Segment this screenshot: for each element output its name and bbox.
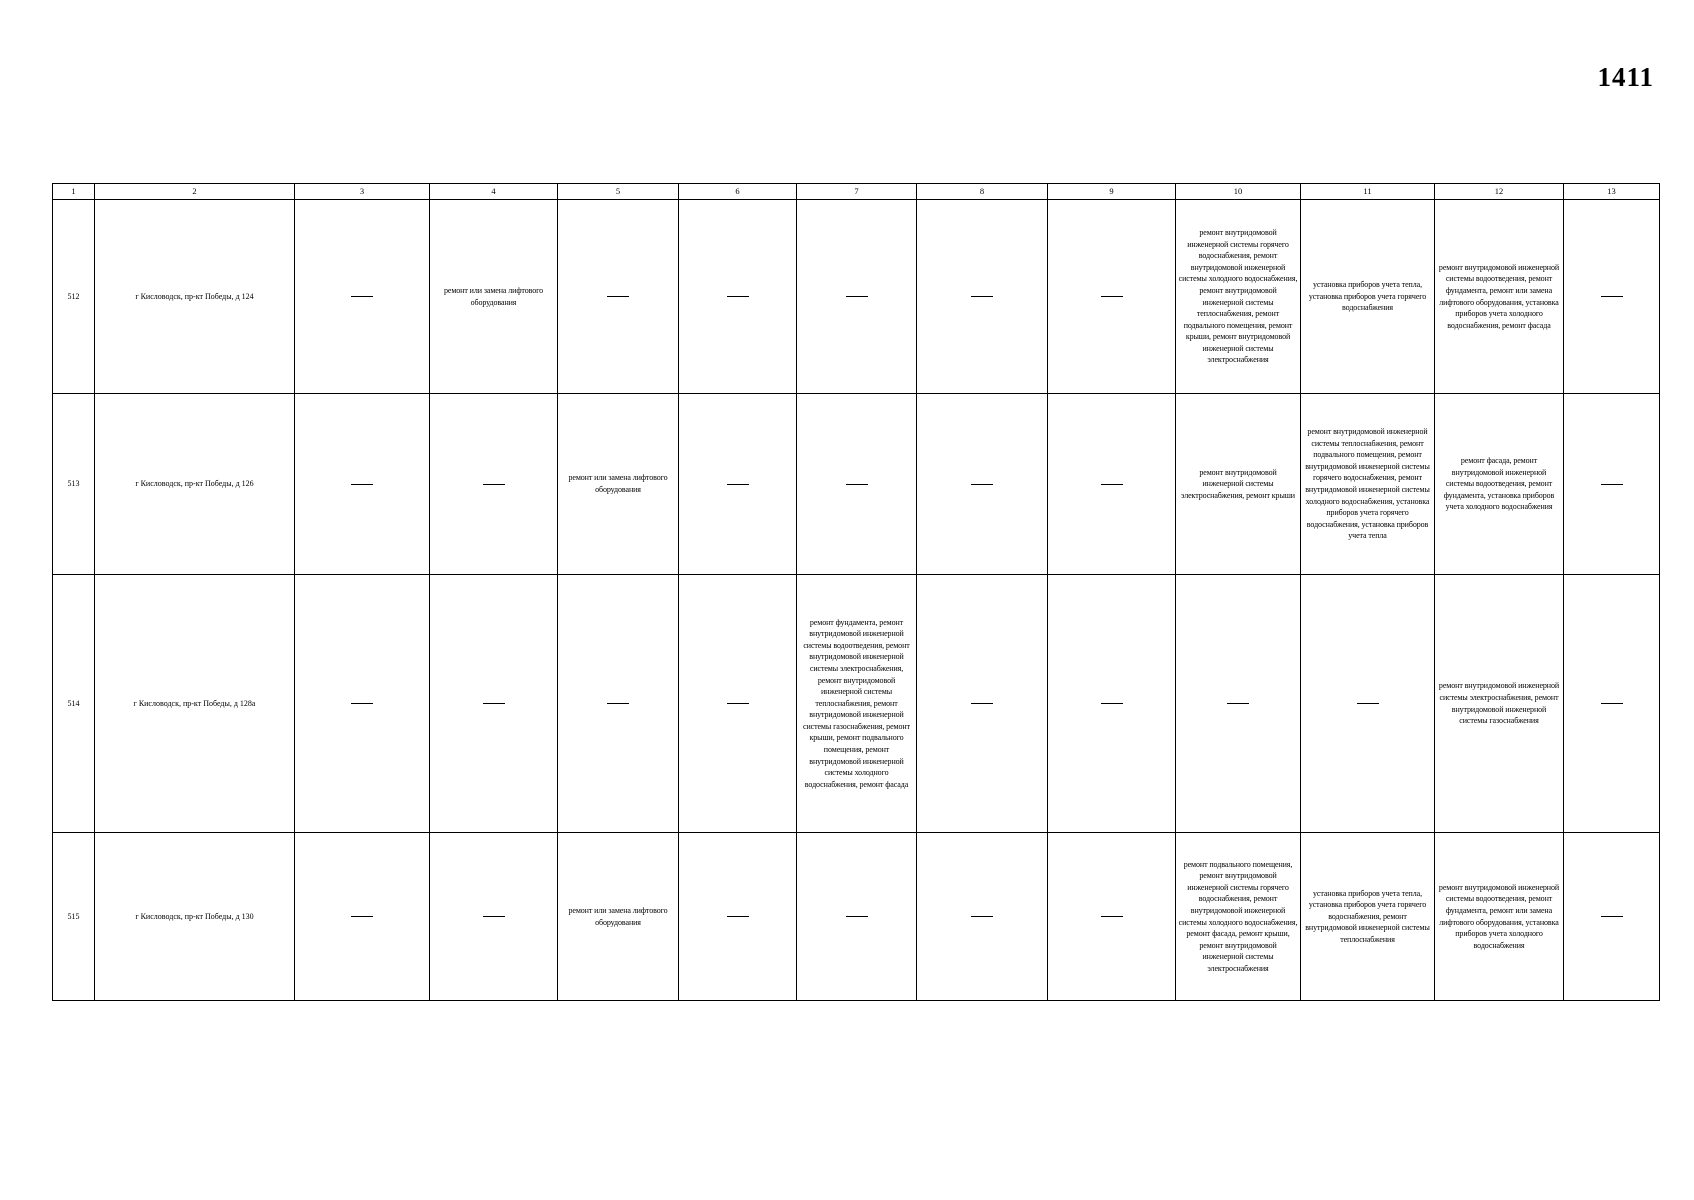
empty-dash-cell <box>679 833 797 1001</box>
dash-mark <box>351 296 373 297</box>
work-cell: ремонт внутридомовой инженерной системы теплоснабжения, ремонт подвального помещения, ремонт внутридомовой инженерной системы горячего водоснабжения, ремонт внутридомовой инженерной системы холодного водоснабжения, установка приборов учета горячего водоснабжения, установка приборов учета тепла <box>1301 394 1435 575</box>
dash-mark <box>607 703 629 704</box>
column-header: 12 <box>1435 184 1564 200</box>
dash-mark <box>1601 703 1623 704</box>
column-header: 6 <box>679 184 797 200</box>
column-header: 9 <box>1048 184 1176 200</box>
empty-dash-cell <box>797 200 917 394</box>
dash-mark <box>846 296 868 297</box>
page-number: 1411 <box>1597 62 1654 92</box>
empty-dash-cell <box>1564 394 1660 575</box>
table-row <box>53 394 1660 575</box>
column-header: 4 <box>430 184 558 200</box>
work-cell: ремонт внутридомовой инженерной системы горячего водоснабжения, ремонт внутридомовой инженерной системы холодного водоснабжения, ремонт внутридомовой инженерной системы теплоснабжения, ремонт подвального помещения, ремонт крыши, ремонт внутридомовой инженерной системы электроснабжения <box>1176 200 1301 394</box>
row-number: 515 <box>53 833 95 1001</box>
work-cell: ремонт или замена лифтового оборудования <box>558 833 679 1001</box>
dash-mark <box>727 916 749 917</box>
column-header: 8 <box>917 184 1048 200</box>
dash-mark <box>607 296 629 297</box>
dash-mark <box>971 296 993 297</box>
address-cell: г Кисловодск, пр-кт Победы, д 130 <box>95 833 295 1001</box>
work-cell: ремонт внутридомовой инженерной системы электроснабжения, ремонт крыши <box>1176 394 1301 575</box>
empty-dash-cell <box>679 200 797 394</box>
column-header: 2 <box>95 184 295 200</box>
row-number: 512 <box>53 200 95 394</box>
dash-mark <box>1601 484 1623 485</box>
dash-mark <box>1357 703 1379 704</box>
empty-dash-cell <box>430 394 558 575</box>
empty-dash-cell <box>1048 575 1176 833</box>
dash-mark <box>1101 916 1123 917</box>
empty-dash-cell <box>295 575 430 833</box>
work-cell: ремонт или замена лифтового оборудования <box>430 200 558 394</box>
dash-mark <box>483 484 505 485</box>
work-cell: установка приборов учета тепла, установка приборов учета горячего водоснабжения <box>1301 200 1435 394</box>
empty-dash-cell <box>1048 200 1176 394</box>
empty-dash-cell <box>917 200 1048 394</box>
dash-mark <box>351 703 373 704</box>
work-cell: ремонт внутридомовой инженерной системы электроснабжения, ремонт внутридомовой инженерной системы газоснабжения <box>1435 575 1564 833</box>
dash-mark <box>1601 916 1623 917</box>
dash-mark <box>351 484 373 485</box>
work-cell: ремонт подвального помещения, ремонт внутридомовой инженерной системы горячего водоснабжения, ремонт внутридомовой инженерной системы холодного водоснабжения, ремонт фасада, ремонт крыши, ремонт внутридомовой инженерной системы электроснабжения <box>1176 833 1301 1001</box>
empty-dash-cell <box>917 833 1048 1001</box>
empty-dash-cell <box>1301 575 1435 833</box>
work-cell: ремонт фасада, ремонт внутридомовой инженерной системы водоотведения, ремонт фундамента, установка приборов учета холодного водоснабжения <box>1435 394 1564 575</box>
empty-dash-cell <box>430 833 558 1001</box>
work-cell: ремонт фундамента, ремонт внутридомовой инженерной системы водоотведения, ремонт внутридомовой инженерной системы электроснабжения, ремонт внутридомовой инженерной системы теплоснабжения, ремонт внутридомовой инженерной системы газоснабжения, ремонт крыши, ремонт подвального помещения, ремонт внутридомовой инженерной системы холодного водоснабжения, ремонт фасада <box>797 575 917 833</box>
dash-mark <box>1101 484 1123 485</box>
table-row <box>53 833 1660 1001</box>
empty-dash-cell <box>917 575 1048 833</box>
table-row <box>53 575 1660 833</box>
empty-dash-cell <box>430 575 558 833</box>
empty-dash-cell <box>1048 833 1176 1001</box>
column-number-row <box>53 184 1660 200</box>
dash-mark <box>727 484 749 485</box>
empty-dash-cell <box>295 394 430 575</box>
empty-dash-cell <box>797 833 917 1001</box>
column-header: 3 <box>295 184 430 200</box>
work-cell: ремонт внутридомовой инженерной системы водоотведения, ремонт фундамента, ремонт или замена лифтового оборудования, установка приборов учета холодного водоснабжения, ремонт фасада <box>1435 200 1564 394</box>
address-cell: г Кисловодск, пр-кт Победы, д 128а <box>95 575 295 833</box>
empty-dash-cell <box>1564 200 1660 394</box>
row-number: 514 <box>53 575 95 833</box>
works-table <box>52 183 1660 1001</box>
work-cell: ремонт внутридомовой инженерной системы водоотведения, ремонт фундамента, ремонт или замена лифтового оборудования, установка приборов учета холодного водоснабжения <box>1435 833 1564 1001</box>
empty-dash-cell <box>1176 575 1301 833</box>
dash-mark <box>1601 296 1623 297</box>
column-header: 1 <box>53 184 95 200</box>
dash-mark <box>971 484 993 485</box>
empty-dash-cell <box>1564 833 1660 1001</box>
dash-mark <box>846 916 868 917</box>
table-row <box>53 200 1660 394</box>
dash-mark <box>483 916 505 917</box>
dash-mark <box>1227 703 1249 704</box>
dash-mark <box>727 296 749 297</box>
work-cell: установка приборов учета тепла, установка приборов учета горячего водоснабжения, ремонт внутридомовой инженерной системы теплоснабжения <box>1301 833 1435 1001</box>
empty-dash-cell <box>797 394 917 575</box>
work-cell: ремонт или замена лифтового оборудования <box>558 394 679 575</box>
empty-dash-cell <box>295 200 430 394</box>
dash-mark <box>483 703 505 704</box>
empty-dash-cell <box>295 833 430 1001</box>
dash-mark <box>727 703 749 704</box>
address-cell: г Кисловодск, пр-кт Победы, д 126 <box>95 394 295 575</box>
column-header: 7 <box>797 184 917 200</box>
dash-mark <box>351 916 373 917</box>
row-number: 513 <box>53 394 95 575</box>
column-header: 5 <box>558 184 679 200</box>
column-header: 13 <box>1564 184 1660 200</box>
dash-mark <box>846 484 868 485</box>
column-header: 11 <box>1301 184 1435 200</box>
dash-mark <box>1101 296 1123 297</box>
empty-dash-cell <box>679 575 797 833</box>
empty-dash-cell <box>1564 575 1660 833</box>
column-header: 10 <box>1176 184 1301 200</box>
dash-mark <box>971 703 993 704</box>
dash-mark <box>1101 703 1123 704</box>
empty-dash-cell <box>558 575 679 833</box>
dash-mark <box>971 916 993 917</box>
empty-dash-cell <box>558 200 679 394</box>
empty-dash-cell <box>679 394 797 575</box>
empty-dash-cell <box>1048 394 1176 575</box>
address-cell: г Кисловодск, пр-кт Победы, д 124 <box>95 200 295 394</box>
empty-dash-cell <box>917 394 1048 575</box>
